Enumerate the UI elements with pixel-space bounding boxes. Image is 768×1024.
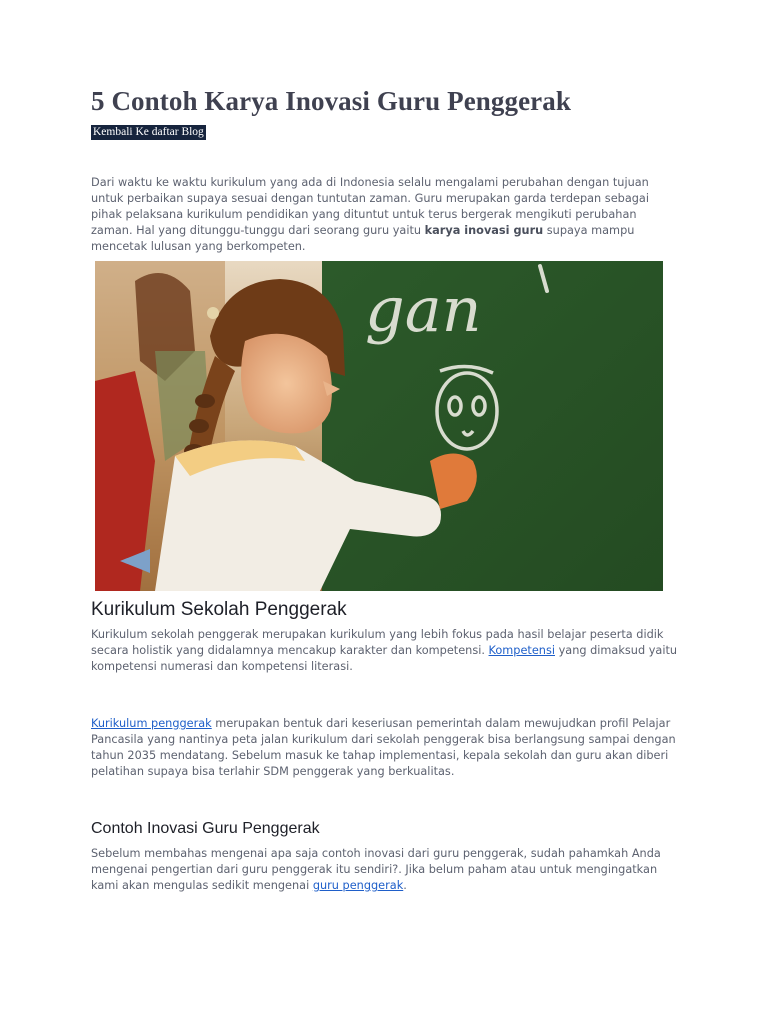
guru-penggerak-link[interactable]: guru penggerak: [312, 879, 404, 892]
profil-text: merupakan bentuk dari keseriusan pemerintah dalam mewujudkan profil Pelajar Pancasila yang nantinya peta jalan kurikulum dari sekolah penggerak bisa berlangsung sampai dengan tahun 2035 mendatang. Sebelum masuk ke tahap implementasi, kepala sekolah dan guru akan diberi pelatihan supaya bisa terlahir SDM penggerak yang berkualitas.: [91, 717, 676, 778]
kompetensi-link[interactable]: Kompetensi: [488, 644, 555, 657]
section-heading-kurikulum: Kurikulum Sekolah Penggerak: [91, 599, 347, 620]
profil-paragraph: [91, 716, 681, 780]
contoh-paragraph: [91, 846, 681, 894]
intro-bold-text: karya inovasi guru: [424, 224, 544, 237]
kurikulum-text-1: Kurikulum sekolah penggerak merupakan kurikulum yang lebih fokus pada hasil belajar peserta didik secara holistik yang didalamnya mencakup karakter dan kompetensi.: [91, 628, 664, 657]
back-to-blog-list-link[interactable]: Kembali Ke daftar Blog: [93, 126, 204, 138]
article-photo: [95, 261, 663, 591]
kurikulum-paragraph: [91, 627, 681, 675]
kurikulum-penggerak-link[interactable]: Kurikulum penggerak: [91, 717, 212, 730]
contoh-text-1: Sebelum membahas mengenai apa saja contoh inovasi dari guru penggerak, sudah pahamkah Anda mengenai pengertian dari guru penggerak itu sendiri?. Jika belum paham atau untuk mengingatkan kami akan mengulas sedikit mengenai: [91, 847, 661, 892]
contoh-text-2: .: [403, 879, 407, 892]
intro-text-1: Dari waktu ke waktu kurikulum yang ada di Indonesia selalu mengalami perubahan dengan tujuan untuk perbaikan supaya sesuai dengan tuntutan zaman. Guru merupakan garda terdepan sebagai pihak pelaksana kurikulum pendidikan yang dituntut untuk terus bergerak mengikuti perubahan zaman. Hal yang ditunggu-tunggu dari seorang guru yaitu: [91, 176, 649, 237]
page-title: 5 Contoh Karya Inovasi Guru Penggerak: [91, 86, 571, 116]
kurikulum-text-2: yang dimaksud yaitu kompetensi numerasi dan kompetensi literasi.: [91, 644, 678, 673]
intro-text-2: supaya mampu mencetak lulusan yang berkompeten.: [91, 224, 635, 253]
chalk-text: gan: [365, 273, 482, 346]
section-heading-contoh: Contoh Inovasi Guru Penggerak: [91, 820, 320, 837]
intro-paragraph: [91, 175, 681, 255]
